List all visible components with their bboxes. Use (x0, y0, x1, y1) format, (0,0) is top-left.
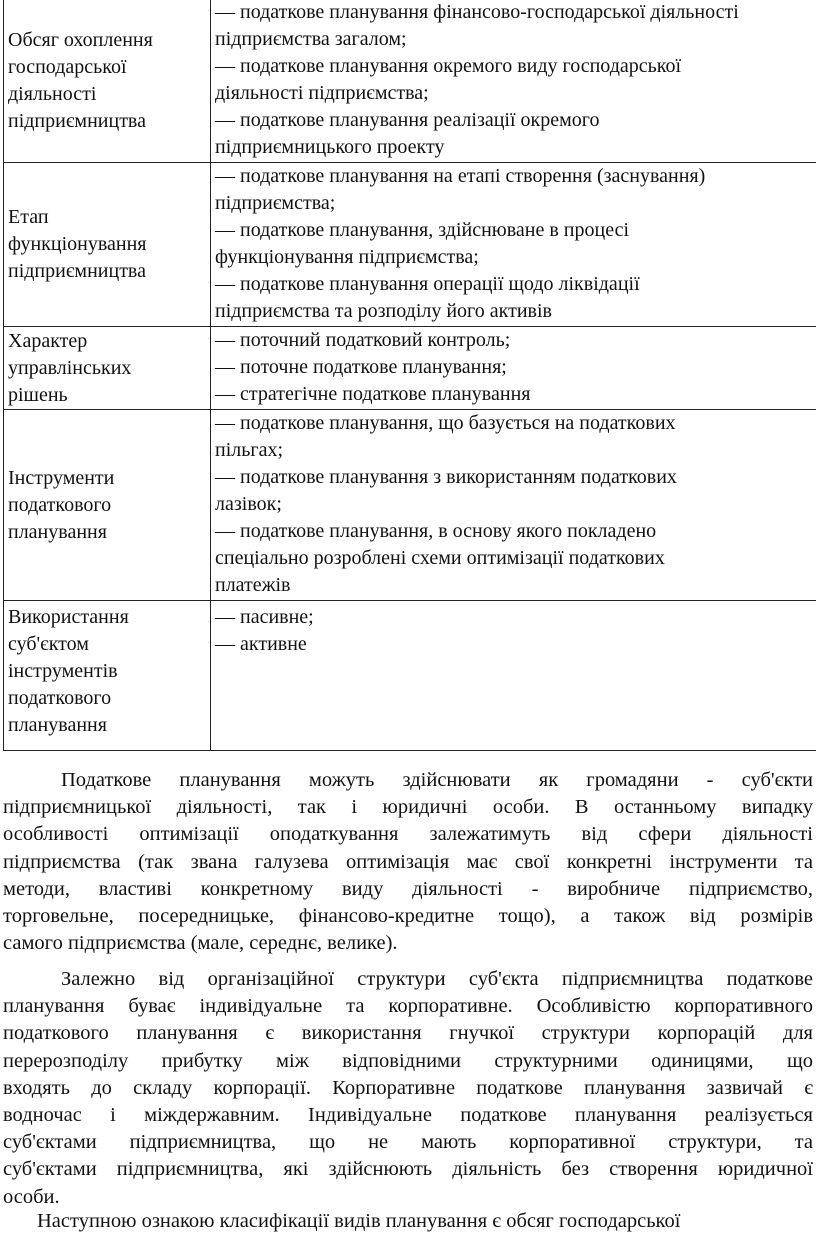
type-line: — податкове планування реалізації окремого (215, 109, 600, 131)
criterion-line: планування (8, 520, 107, 543)
types-cell (211, 601, 816, 751)
criterion-line: податкового (8, 687, 112, 709)
type-line: — стратегічне податкове планування (215, 383, 531, 405)
type-line: платежів (215, 574, 291, 596)
paragraph-line: перерозподілу прибутку між відповідними структурними одиницями, що (3, 1049, 813, 1072)
paragraph-line: підприємства (так звана галузева оптимізація має свої конкретні інструменти та (3, 850, 813, 873)
criterion-line: Характер (8, 329, 88, 352)
types-cell (211, 327, 816, 410)
table-row (4, 163, 816, 327)
paragraph-line: підприємницької діяльності, так і юридичні особи. В останньому випадку (3, 796, 813, 819)
criterion-line: Використання (8, 606, 129, 628)
type-line: — податкове планування фінансово-господарської діяльності (215, 1, 739, 23)
criterion-line: діяльності (8, 82, 97, 105)
paragraph-line: методи, властиві конкретному виду діяльності - виробниче підприємство, (3, 877, 813, 900)
paragraph-line: планування буває індивідуальне та корпоративне. Особливістю корпоративного (3, 995, 813, 1018)
types-cell (211, 0, 816, 163)
types-cell (211, 410, 816, 601)
type-line: функціонування підприємства; (215, 246, 479, 268)
criterion-cell (4, 0, 211, 163)
classification-table (3, 0, 816, 751)
type-line: — активне (215, 633, 307, 655)
criterion-line: підприємництва (8, 109, 146, 132)
type-line: пільгах; (215, 439, 283, 461)
paragraph-3 (3, 1208, 813, 1235)
paragraph-1 (3, 767, 813, 957)
paragraph-line: особи. (3, 1185, 60, 1208)
criterion-line: податкового (8, 493, 112, 516)
type-line: підприємницького проекту (215, 136, 445, 158)
criterion-cell (4, 410, 211, 601)
type-line: діяльності підприємства; (215, 82, 429, 104)
type-line: підприємства та розподілу його активів (215, 300, 552, 322)
criterion-cell (4, 163, 211, 327)
paragraph-2 (3, 966, 813, 1211)
criterion-cell (4, 327, 211, 410)
criterion-line: Обсяг охоплення (8, 28, 153, 51)
type-line: — податкове планування з використанням податкових (215, 466, 677, 488)
type-line: — поточний податковий контроль; (215, 329, 511, 351)
table-row (4, 601, 816, 751)
criterion-line: рішень (8, 383, 68, 406)
paragraph-line: Наступною ознакою класифікації видів планування є обсяг господарської (37, 1210, 681, 1232)
paragraph-line: суб'єктами підприємництва, що не мають корпоративної структури, та (3, 1131, 813, 1154)
criterion-line: підприємництва (8, 260, 146, 282)
paragraph-line: суб'єктами підприємництва, які здійснюють діяльність без створення юридичної (3, 1158, 813, 1181)
criterion-line: планування (8, 714, 107, 736)
table-row (4, 327, 816, 410)
type-line: підприємства загалом; (215, 28, 407, 50)
criterion-line: суб'єктом (8, 633, 89, 655)
type-line: — податкове планування, в основу якого покладено (215, 520, 657, 542)
types-cell (211, 163, 816, 327)
paragraph-line: Податкове планування можуть здійснювати як громадяни - суб'єкти (61, 769, 813, 791)
paragraph-line: податкового планування є використання гнучкої структури корпорацій для (3, 1022, 813, 1045)
type-line: спеціально розроблені схеми оптимізації податкових (215, 547, 665, 569)
criterion-line: управлінських (8, 356, 132, 379)
criterion-line: господарської (8, 55, 127, 78)
criterion-cell (4, 601, 211, 751)
type-line: підприємства; (215, 192, 336, 214)
type-line: — податкове планування операції щодо ліквідації (215, 273, 640, 295)
criterion-line: інструментів (8, 660, 118, 682)
type-line: — податкове планування, що базується на податкових (215, 412, 676, 434)
table-row (4, 0, 816, 163)
paragraph-line: Залежно від організаційної структури суб'єкта підприємництва податкове (61, 968, 813, 990)
type-line: — пасивне; (215, 606, 314, 628)
type-line: — податкове планування, здійснюване в процесі (215, 219, 630, 241)
table-row (4, 410, 816, 601)
paragraph-line: самого підприємства (мале, середнє, велике). (3, 932, 398, 955)
type-line: — податкове планування окремого виду господарської (215, 55, 682, 77)
criterion-line: Етап (8, 206, 49, 228)
paragraph-line: торговельне, посередницьке, фінансово-кредитне тощо), а також від розмірів (3, 905, 813, 928)
paragraph-line: особливості оптимізації оподаткування залежатимуть від сфери діяльності (3, 823, 813, 846)
paragraph-line: входять до складу корпорації. Корпоративне податкове планування зазвичай є (3, 1076, 813, 1099)
paragraph-line: водночас і міждержавним. Індивідуальне податкове планування реалізується (3, 1104, 813, 1127)
criterion-line: функціонування (8, 233, 147, 255)
type-line: — податкове планування на етапі створення (заснування) (215, 165, 706, 187)
type-line: — поточне податкове планування; (215, 356, 507, 378)
criterion-line: Інструменти (8, 466, 115, 489)
type-line: лазівок; (215, 493, 282, 515)
